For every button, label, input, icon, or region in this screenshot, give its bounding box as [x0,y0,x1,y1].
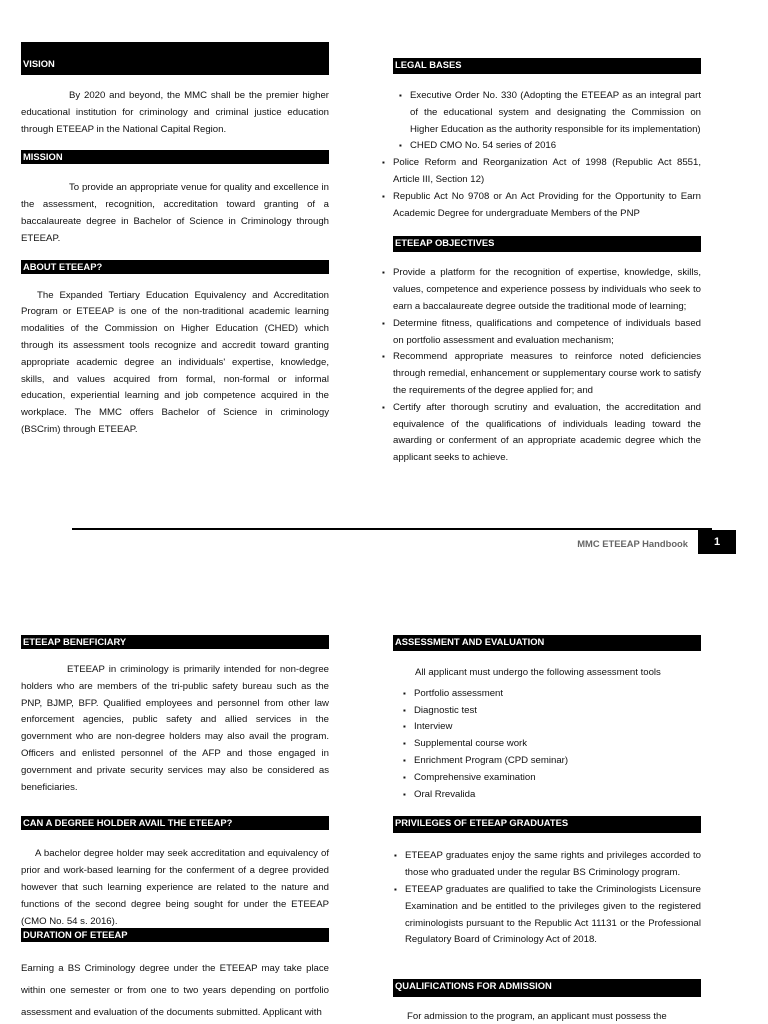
list-item: ▪ Provide a platform for the recognition of expertise, knowledge, skills, values, competence and experience possess by individuals who seek to earn a baccalaureate degree outside the traditional mode of learning; [393,265,701,315]
assessment-intro: All applicant must undergo the following assessment tools [415,667,661,678]
about-heading: ABOUT ETEEAP? [21,260,329,274]
list-item: ▪ Diagnostic test [414,703,701,720]
vision-text: By 2020 and beyond, the MMC shall be the premier higher educational institution for criminology and criminal justice education through ETEEAP in the National Capital Region. [21,90,329,135]
list-item: ▪ Supplemental course work [414,736,701,753]
list-item: ▪ ETEEAP graduates are qualified to take the Criminologists Licensure Examination and be entitled to the privileges given to the registered criminologists pursuant to the Republic Act 11131 or the Professional Regulatory Board of Criminology Act of 2018. [405,882,701,949]
list-item: ▪ Oral Rrevalida [414,787,701,804]
degree-holder-text: A bachelor degree holder may seek accreditation and equivalency of prior and work-based learning for the conferment of a degree provided however that such learning experience are related to the nature and functions of the second degree being sought for under the ETEEAP (CMO No. 54 s. 2016). [21,848,329,927]
legal-outer-list [393,155,701,222]
beneficiary-text: ETEEAP in criminology is primarily intended for non-degree holders who are members of the tri-public safety bureau such as the PNP, BJMP, BFP. Qualified employees and personnel from other law enforcement agencies, public safety and allied services in the government who are non-degree holders may also avail the program. Officers and enlisted personnel of the AFP and those engaged in government and private security services may also be considered as beneficiaries. [21,664,329,793]
list-item: ▪ Enrichment Program (CPD seminar) [414,753,701,770]
privileges-list [393,848,701,949]
list-item: ▪ Executive Order No. 330 (Adopting the ETEEAP as an integral part of the educational system and designating the Commission on Higher Education as the authority responsible for its implementation) [410,88,701,138]
list-item: ▪ Republic Act No 9708 or An Act Providing for the Opportunity to Earn Academic Degree for undergraduate Members of the PNP [393,189,701,223]
list-item: ▪ Portfolio assessment [414,686,701,703]
list-item: ▪ Recommend appropriate measures to reinforce noted deficiencies through remedial, enhancement or supplementary course work to satisfy the requirements of the degree applied for; and [393,349,701,399]
mission-text: To provide an appropriate venue for quality and excellence in the assessment, recognition, accreditation toward granting of a baccalaureate degree in Bachelor of Science in Criminology through ETEEAP. [21,182,329,244]
list-item: ▪ ETEEAP graduates enjoy the same rights and privileges accorded to those who graduated under the regular BS Criminology program. [405,848,701,882]
page2-right-column [393,635,701,1024]
duration-heading: DURATION OF ETEEAP [21,928,329,942]
footer-title: MMC ETEEAP Handbook [577,538,688,549]
objectives-heading: ETEEAP OBJECTIVES [393,236,701,252]
objectives-list [393,265,701,467]
list-item: ▪ Certify after thorough scrutiny and evaluation, the accreditation and equivalence of the qualifications of individuals leading toward the awarding or conferment of an appropriate academic degree which the applicant seeks to achieve. [393,400,701,467]
privileges-heading: PRIVILEGES OF ETEEAP GRADUATES [393,816,701,833]
mission-heading: MISSION [21,150,329,164]
list-item: ▪ Interview [414,719,701,736]
legal-heading: LEGAL BASES [393,58,701,74]
page1-left-column [21,42,329,439]
list-item: ▪ Determine fitness, qualifications and competence of individuals based on portfolio assessment and evaluation mechanism; [393,316,701,350]
assessment-heading: ASSESSMENT AND EVALUATION [393,635,701,651]
degree-holder-heading: CAN A DEGREE HOLDER AVAIL THE ETEEAP? [21,816,329,830]
page1-right-column [393,58,701,467]
list-item: ▪ CHED CMO No. 54 series of 2016 [410,138,701,155]
beneficiary-heading: ETEEAP BENEFICIARY [21,635,329,649]
list-item: ▪ Police Reform and Reorganization Act of 1998 (Republic Act 8551, Article III, Section 12) [393,155,701,189]
legal-inner-list [393,88,701,155]
page-number: 1 [698,530,736,554]
about-text: The Expanded Tertiary Education Equivalency and Accreditation Program or ETEEAP is one of the non-traditional academic learning modalities of the Commission on Higher Education (CHED) which through its assessment tools recognize and accredit toward granting appropriate academic degree an individuals' expertise, knowledge, skills, and values acquired from formal, non-formal or informal education, experiential learning and job competence acquired in the workplace. The MMC offers Bachelor of Science in criminology (BSCrim) through ETEEAP. [21,289,329,435]
page2-left-column [21,635,329,1024]
list-item: ▪ Comprehensive examination [414,770,701,787]
duration-text: Earning a BS Criminology degree under the ETEEAP may take place within one semester or from one to two years depending on portfolio assessment and evaluation of the documents submitted. Applicant with [21,963,329,1019]
qualifications-text: For admission to the program, an applicant must possess the [407,1011,667,1023]
qualifications-heading: QUALIFICATIONS FOR ADMISSION [393,979,701,997]
assessment-list [393,686,701,804]
footer-divider [72,528,712,530]
vision-heading: VISION [21,42,329,75]
